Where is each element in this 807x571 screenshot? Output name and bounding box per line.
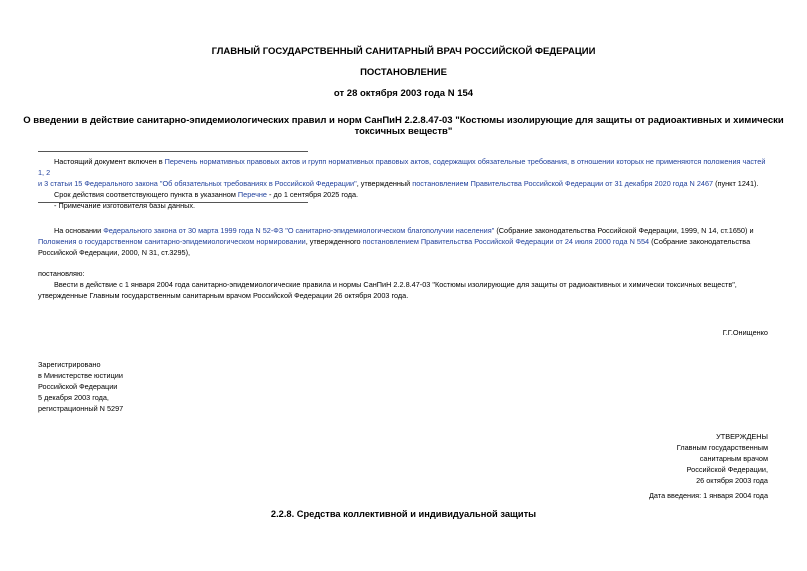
- enactment-paragraph: [38, 279, 770, 301]
- approval-line: санитарным врачом: [699, 454, 768, 463]
- document-title-line-1: О введении в действие санитарно-эпидемиологических правил и норм СанПиН 2.2.8.47-03 "Костюмы изолирующие для защиты от радиоактивных и химически: [23, 115, 784, 126]
- document-date-number: от 28 октября 2003 года N 154: [333, 88, 474, 99]
- document-title-line-2: токсичных веществ": [354, 126, 453, 137]
- effective-date: Дата введения: 1 января 2004 года: [648, 491, 768, 500]
- registration-line: 5 декабря 2003 года,: [38, 393, 109, 402]
- note-text: Настоящий документ включен в: [54, 157, 165, 166]
- note-text: , утвержденный: [356, 179, 413, 188]
- note-paragraph-1: [38, 156, 770, 178]
- basis-text: (Собрание законодательства: [649, 237, 751, 246]
- database-maker-note: - Примечание изготовителя базы данных.: [54, 201, 196, 210]
- note-text: (пункт 1241).: [713, 179, 759, 188]
- basis-text: (Собрание законодательства Российской Федерации, 1999, N 14, ст.1650) и: [494, 226, 754, 235]
- basis-line-2: [38, 236, 770, 247]
- federal-law-link[interactable]: и 3 статьи 15 Федерального закона "Об обязательных требованиях в Российской Федерации": [38, 179, 357, 188]
- approval-date: 26 октября 2003 года: [696, 476, 768, 485]
- government-resolution-554-link[interactable]: постановлением Правительства Российской Федерации от 24 июля 2000 года N 554: [362, 237, 650, 246]
- issuing-authority: ГЛАВНЫЙ ГОСУДАРСТВЕННЫЙ САНИТАРНЫЙ ВРАЧ РОССИЙСКОЙ ФЕДЕРАЦИИ: [211, 46, 596, 57]
- note-text: Срок действия соответствующего пункта в указанном: [54, 190, 238, 199]
- basis-text: , утвержденного: [305, 237, 363, 246]
- section-title: 2.2.8. Средства коллективной и индивидуальной защиты: [270, 509, 537, 519]
- basis-text: На основании: [54, 226, 104, 235]
- note-bottom-divider: [38, 202, 308, 203]
- note-top-divider: [38, 151, 308, 152]
- approval-block: [500, 431, 768, 486]
- note-paragraph-1-cont: [38, 178, 770, 189]
- registration-line: в Министерстве юстиции: [38, 371, 123, 380]
- enactment-line-1: Ввести в действие с 1 января 2004 года санитарно-эпидемиологические правила и нормы СанПиН 2.2.8.47-03 "Костюмы изолирующие для защиты от радиоактивных и химически токсичных веществ",: [54, 280, 737, 289]
- basis-text: Российской Федерации, 2000, N 31, ст.3295),: [38, 248, 191, 257]
- basis-line-1: [38, 225, 770, 236]
- registration-number: регистрационный N 5297: [38, 404, 124, 413]
- basis-line-3: [38, 247, 770, 258]
- registration-block: [38, 359, 238, 414]
- basis-paragraph: [38, 225, 770, 258]
- enactment-line-2: утвержденные Главным государственным санитарным врачом Российской Федерации 26 октября 2003 года.: [38, 291, 409, 300]
- approval-line: Российской Федерации,: [686, 465, 768, 474]
- perechen-link[interactable]: Перечень нормативных правовых актов и групп нормативных правовых актов, содержащих обязательные требования, в отношении которых не применяются положения частей 1, 2: [38, 157, 766, 177]
- signature: Г.Г.Онищенко: [722, 328, 768, 337]
- note-paragraph-2: [38, 189, 770, 200]
- note-text: - до 1 сентября 2025 года.: [267, 190, 359, 199]
- sanitary-regulation-link[interactable]: Положения о государственном санитарно-эпидемиологическом нормировании: [38, 237, 306, 246]
- perechen-short-link[interactable]: Перечне: [237, 190, 267, 199]
- government-resolution-link[interactable]: постановлением Правительства Российской Федерации от 31 декабря 2020 года N 2467: [412, 179, 714, 188]
- approval-line: УТВЕРЖДЕНЫ: [716, 432, 768, 441]
- registration-line: Российской Федерации: [38, 382, 118, 391]
- federal-law-52-link[interactable]: Федерального закона от 30 марта 1999 года N 52-ФЗ "О санитарно-эпидемиологическом благополучии населения": [103, 226, 495, 235]
- registration-line: Зарегистрировано: [38, 360, 101, 369]
- document-type: ПОСТАНОВЛЕНИЕ: [360, 67, 447, 78]
- approval-line: Главным государственным: [676, 443, 768, 452]
- decree-word: постановляю:: [38, 269, 85, 278]
